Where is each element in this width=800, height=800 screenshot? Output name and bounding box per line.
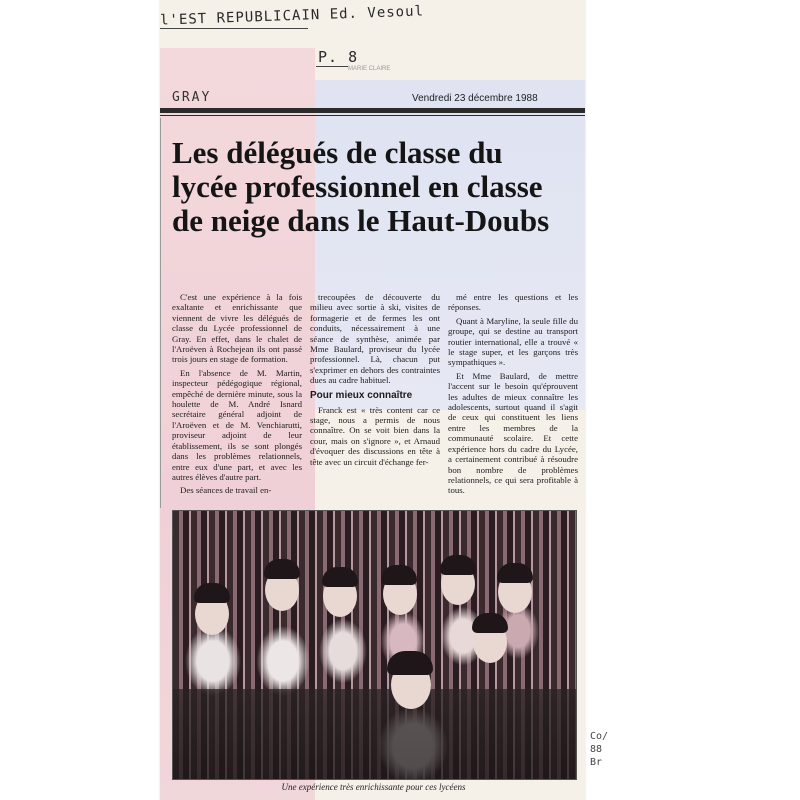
photo-sofa [173, 689, 576, 779]
newspaper-clipping [160, 0, 585, 800]
paragraph: Quant à Maryline, la seule fille du groupe, qui se destine au transport routier international, elle a trouvé « le stage super, et les garçons très sympathiques ». [448, 315, 578, 368]
paragraph: trecoupées de découverte du milieu avec sortie à ski, visites de formagerie et de fermes les ont conduits, nécessairement à une séance de synthèse, animée par Mme Baulard, proviseur du lycée professionnel. Là, chacun put s'exprimer en dehors des contraintes dues au cadre habituel. [310, 292, 440, 386]
person-hair [381, 565, 417, 585]
column-3 [448, 292, 578, 502]
margin-handwriting: Co/ 88 Br [590, 731, 609, 768]
paragraph: Et Mme Baulard, de mettre l'accent sur le besoin qu'éprouvent les adultes de mieux connaître les adolescents, surtout quand il s'agit de ceux qui constituent les liens entre les membres de la communauté scolaire. Et cette expérience hors du cadre du Lycée, a certainement contribué à résoudre bon nombre de problèmes relationnels, ce qui sera profitable à tous. [448, 370, 578, 496]
handwritten-underline [316, 66, 348, 67]
header-rule [160, 108, 585, 113]
person-hair [264, 559, 300, 579]
rubric-label: GRAY [172, 90, 212, 105]
handwritten-underline [160, 28, 308, 29]
paragraph: En l'absence de M. Martin, inspecteur pédégogique régional, empêché de dernière minute, sous la houlette de M. André Isnard secrétaire général adjoint de l'Aroëven et de M. Venchiarutti, proviseur adjoint de leur établissement, ils se sont plongés dans les problèmes relationnels, entre eux d'une part, et avec les autres élèves d'autre part. [172, 367, 302, 482]
column-rule [160, 118, 161, 508]
paragraph: C'est une expérience à la fois exaltante et enrichissante que viennent de vivre les délégués de classe du Lycée professionnel de Gray. En effet, dans le chalet de l'Aroëven à Rochejean ils ont passé trois jours en stage de formation. [172, 292, 302, 365]
article-body [172, 292, 580, 502]
headline: Les délégués de classe du lycée professionnel en classe de neige dans le Haut-Doubs [172, 135, 550, 238]
paragraph: Des séances de travail en- [180, 485, 272, 496]
person-hair [497, 563, 533, 583]
subheading: Pour mieux connaître [310, 389, 413, 401]
small-stamp: MARIE CLAIRE [348, 66, 391, 72]
person-hair [472, 613, 508, 633]
dateline: Vendredi 23 décembre 1988 [412, 93, 538, 104]
paragraph: mé entre les questions et les réponses. [448, 292, 578, 313]
handwritten-source-note: l'EST REPUBLICAIN Ed. Vesoul [159, 3, 425, 29]
photo-caption: Une expérience très enrichissante pour ces lycéens [281, 782, 466, 792]
column-2 [310, 292, 440, 502]
column-1 [172, 292, 302, 502]
paragraph: Franck est « très content car ce stage, nous a permis de nous connaître. On se voit bien dans la cour, mais on s'ignore », et Arnaud d'évoquer des discussions en tête à tête avec un circuit d'échange fer- [310, 404, 440, 467]
person-hair [194, 583, 230, 603]
handwritten-page-number: P. 8 [318, 48, 359, 66]
group-photo [172, 510, 577, 780]
person-hair [387, 651, 433, 675]
person-hair [322, 567, 358, 587]
person-hair [440, 555, 476, 575]
header-rule-thin [160, 115, 585, 116]
